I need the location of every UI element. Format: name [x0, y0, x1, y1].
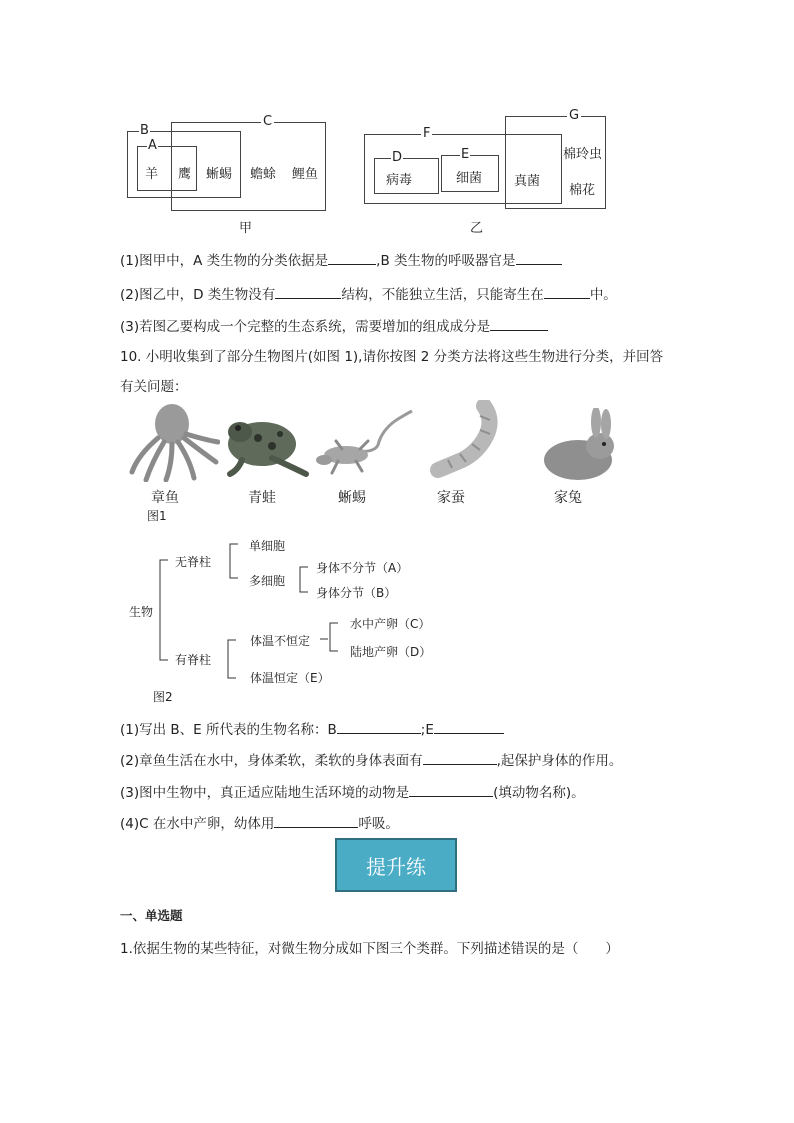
q10-line2: (2)章鱼生活在水中，身体柔软，柔软的身体表面有 ,起保护身体的作用。: [120, 753, 623, 769]
animal-name-octopus: 章鱼: [151, 490, 179, 506]
label-e: E: [461, 147, 470, 162]
q10-line1: (1)写出 B、E 所代表的生物名称：B ;E: [120, 718, 504, 738]
silkworm-image: [428, 400, 508, 482]
animal-name-silkworm: 家蚕: [437, 490, 465, 506]
q9-line3: (3)若图乙要构成一个完整的生态系统，需要增加的组成成分是: [120, 315, 548, 335]
label-d: D: [392, 150, 403, 165]
tree-vertebrate: 有脊柱: [175, 653, 212, 667]
animal-name-lizard: 蜥蜴: [338, 490, 366, 506]
q10-line4: (4)C 在水中产卵，幼体用 呼吸。: [120, 816, 399, 832]
item-bollworm: 棉玲虫: [563, 147, 603, 162]
label-a: A: [148, 138, 157, 153]
q10-intro-2: 有关问题：: [120, 379, 188, 395]
tree-a: 身体不分节（A）: [316, 561, 409, 575]
lizard-image: [316, 405, 416, 477]
label-c: C: [263, 114, 273, 129]
item-lizard: 蜥蜴: [206, 167, 233, 182]
level-up-banner: 提升练: [335, 838, 457, 892]
item-eagle: 鹰: [178, 167, 192, 182]
answer-blank[interactable]: [516, 252, 562, 265]
answer-blank[interactable]: [337, 721, 421, 734]
tree-root: 生物: [129, 605, 154, 619]
label-b: B: [140, 123, 149, 138]
answer-blank[interactable]: [275, 286, 341, 299]
q10-intro-1: 10. 小明收集到了部分生物图片(如图 1),请你按图 2 分类方法将这些生物进行分类，并回答: [120, 349, 664, 365]
animal-name-frog: 青蛙: [248, 490, 276, 506]
animal-name-rabbit: 家兔: [554, 490, 582, 506]
q1-text: 1.依据生物的某些特征，对微生物分成如下图三个类群。下列描述错误的是（ ）: [120, 941, 619, 957]
tree-c: 水中产卵（C）: [350, 617, 431, 631]
caption-yi: 乙: [470, 221, 484, 236]
item-bacteria: 细菌: [456, 171, 483, 186]
q10-line3: (3)图中生物中，真正适应陆地生活环境的动物是 (填动物名称)。: [120, 785, 585, 801]
tree-cold-blooded: 体温不恒定: [250, 634, 311, 648]
item-sheep: 羊: [145, 167, 159, 182]
q9-line2: (2)图乙中，D 类生物没有 结构，不能独立生活，只能寄生在 中。: [120, 287, 617, 303]
answer-blank[interactable]: [490, 318, 548, 331]
frog-image: [222, 408, 310, 478]
figure-1-label: 图1: [147, 509, 167, 523]
tree-multi-cell: 多细胞: [249, 574, 286, 588]
item-toad: 蟾蜍: [250, 167, 277, 182]
tree-connectors-2: [318, 615, 348, 665]
figure-2-label: 图2: [153, 690, 173, 704]
tree-b: 身体分节（B）: [316, 586, 397, 600]
answer-blank[interactable]: [423, 752, 497, 765]
answer-blank[interactable]: [544, 286, 590, 299]
caption-jia: 甲: [239, 221, 253, 236]
label-g: G: [569, 108, 580, 123]
item-virus: 病毒: [386, 173, 413, 188]
item-fungi: 真菌: [514, 174, 541, 189]
octopus-image: [128, 400, 220, 482]
item-cotton: 棉花: [569, 183, 596, 198]
item-carp: 鲤鱼: [292, 167, 319, 182]
answer-blank[interactable]: [328, 252, 376, 265]
tree-d: 陆地产卵（D）: [350, 645, 432, 659]
answer-blank[interactable]: [434, 721, 504, 734]
rabbit-image: [540, 408, 628, 482]
tree-invertebrate: 无脊柱: [175, 555, 212, 569]
label-f: F: [423, 126, 431, 141]
answer-blank[interactable]: [409, 784, 493, 797]
tree-e: 体温恒定（E）: [250, 671, 330, 685]
section-heading: 一、单选题: [120, 908, 183, 923]
tree-single-cell: 单细胞: [249, 539, 286, 553]
q9-line1: (1)图甲中，A 类生物的分类依据是 ,B 类生物的呼吸器官是: [120, 249, 562, 269]
answer-blank[interactable]: [274, 815, 358, 828]
